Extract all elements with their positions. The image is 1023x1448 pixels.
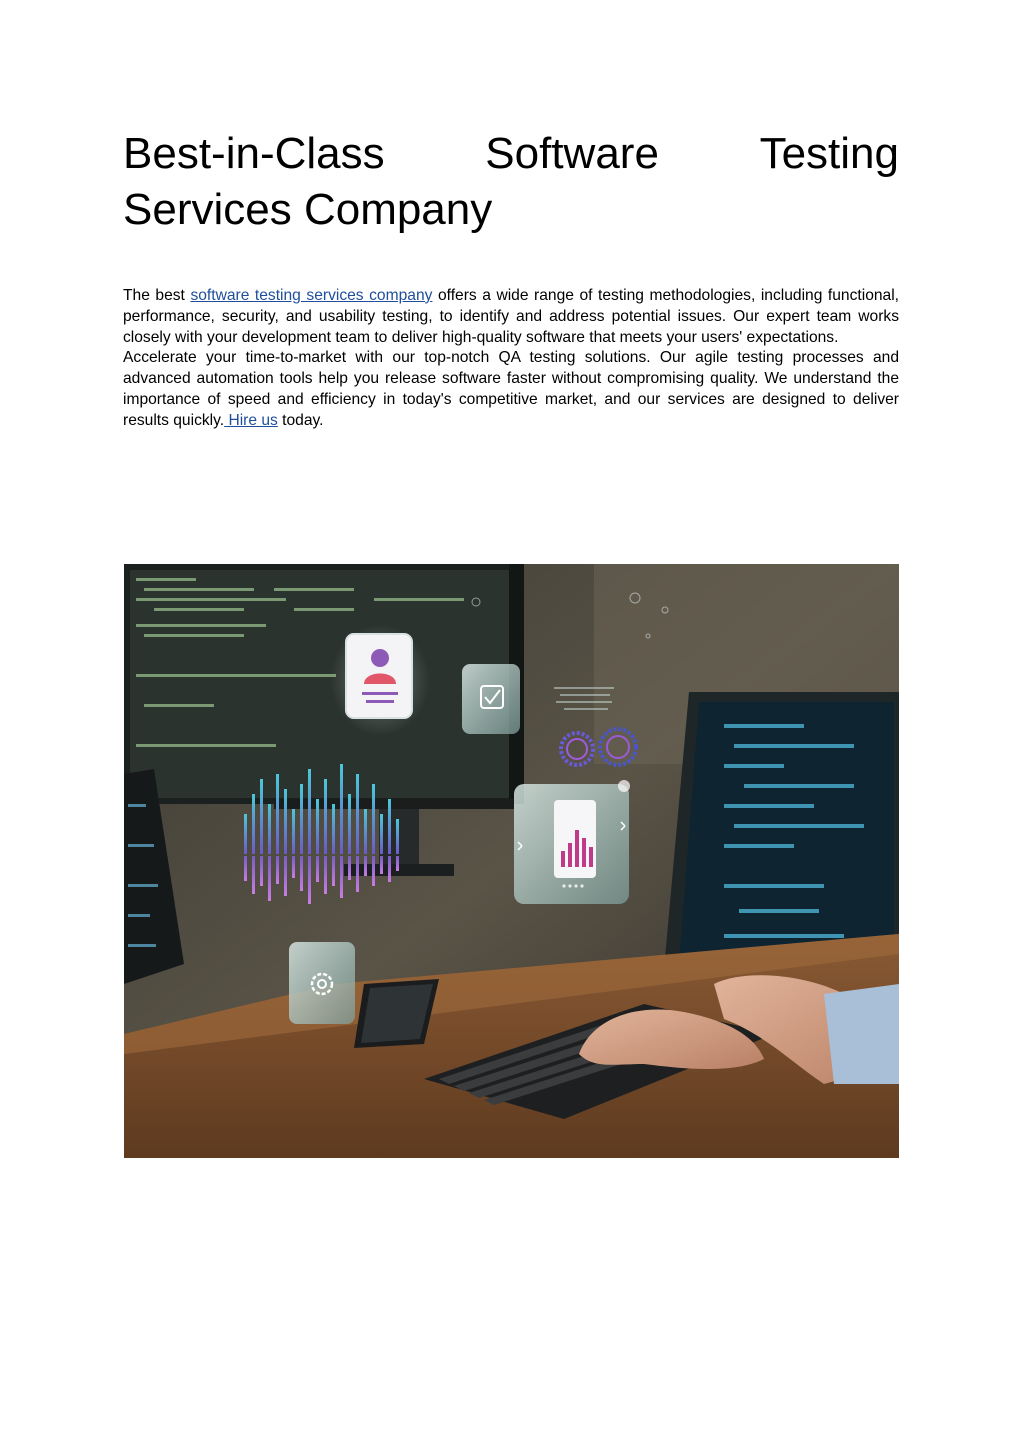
checkbox-card [462,664,520,734]
paragraph-intro-suffix: offers a wide range of testing methodologies, including functional, performance, security, and usability testing, to identify and address potential issues. Our expert team works closely with your development team to deliver high-quality software that meets your users' expectations. [123,287,900,346]
body-text [123,286,899,432]
software-testing-services-link[interactable]: software testing services company [190,287,433,304]
paragraph-intro-prefix: The best [123,287,191,304]
title-word-1: Best-in-Class [123,129,385,178]
bar-chart-card [514,780,630,904]
title-word-3: Testing [759,129,899,178]
title-word-2: Software [485,129,659,178]
paragraph-accelerate [123,348,899,431]
user-profile-card [330,624,430,736]
settings-gear-card [289,942,355,1024]
paragraph-accelerate-suffix: today. [277,411,324,429]
paragraph-intro [123,286,899,348]
title-line-1 [123,126,899,182]
paragraph-accelerate-prefix: Accelerate your time-to-market with our top-notch QA testing solutions. Our agile testing processes and advanced automation tools help you release software faster without compromising quality. We understand the importance of speed and efficiency in today's competitive market, and our services are designed to deliver results quickly. [123,349,899,429]
hero-image [124,564,899,1158]
page-title [123,126,899,238]
hero-illustration [124,564,899,1158]
hire-us-link[interactable]: Hire us [224,411,278,429]
title-line-2: Services Company [123,185,493,234]
